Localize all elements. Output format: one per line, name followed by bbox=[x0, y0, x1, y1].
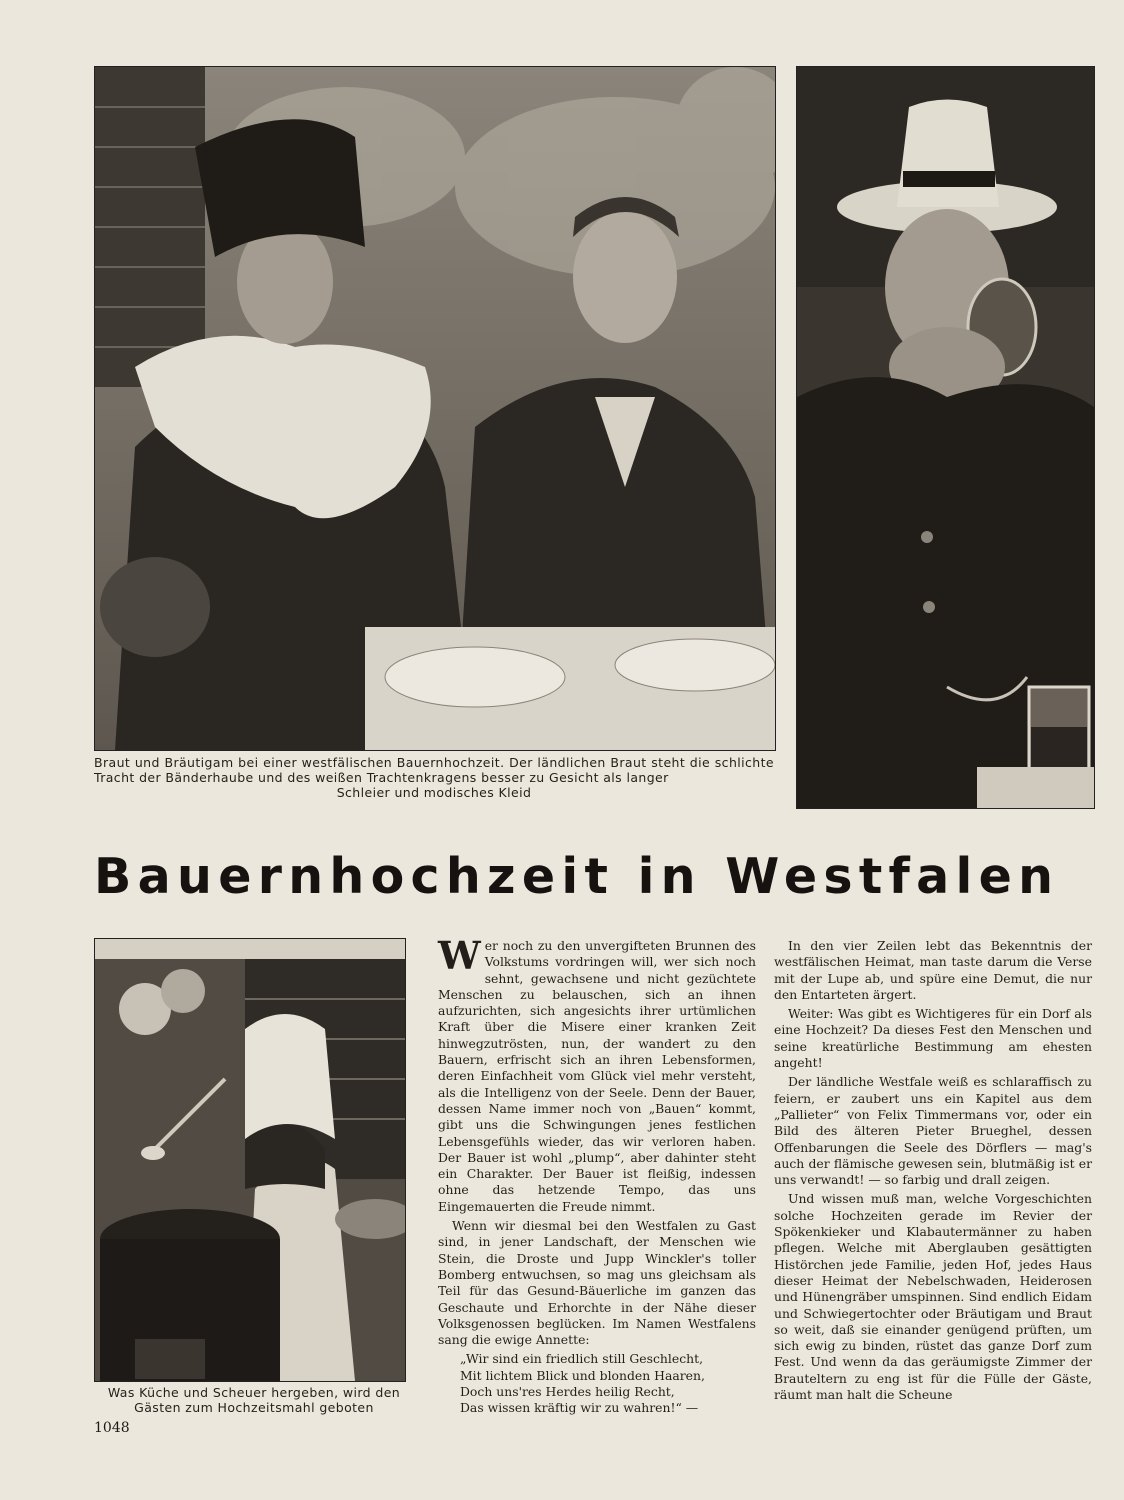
article-column-1 bbox=[438, 933, 756, 1417]
couple-caption-last-line: Schleier und modisches Kleid bbox=[336, 785, 532, 800]
article-paragraph: Der ländliche Westfale weiß es schlaraffisch zu feiern, er zaubert uns ein Kapitel aus dem „Pallieter“ von Felix Timmermans vor, oder ein Bild des älteren Pieter Brueghel, dessen Offenbarungen die Seele des Dörflers — mag's auch der flämische gewesen sein, blutmäßig ist er uns verwandt! — so farbig und drall zeigen. bbox=[774, 1074, 1092, 1188]
poem-quote bbox=[460, 1351, 756, 1416]
kitchen-photo bbox=[94, 938, 406, 1382]
man-drinking-photo bbox=[796, 66, 1095, 809]
poem-line: „Wir sind ein friedlich still Geschlecht, bbox=[460, 1351, 704, 1367]
poem-line: Mit lichtem Blick und blonden Haaren, bbox=[460, 1367, 705, 1383]
bride-groom-photo bbox=[94, 66, 776, 751]
article-column-2 bbox=[774, 938, 1092, 1406]
page-number: 1048 bbox=[94, 1420, 130, 1436]
bride-groom-photo-icon bbox=[95, 67, 775, 750]
article-paragraph: Wenn wir diesmal bei den Westfalen zu Gast sind, in jener Landschaft, der Menschen wie Stein, die Droste und Jupp Winckler's toller Bomberg entwuchsen, so mag uns gleichsam als Teil für das Gesund-Bäuerliche im ganzen das Geschaute und Erhorchte in der Nähe dieser Volksgenossen beglücken. Im Namen Westfalens sang die ewige Annette: bbox=[438, 1218, 756, 1348]
headline: Bauernhochzeit in Westfalen bbox=[94, 848, 1060, 905]
poem-line: Das wissen kräftig wir zu wahren!“ — bbox=[460, 1400, 699, 1416]
drop-cap: W bbox=[438, 933, 481, 978]
man-drinking-photo-icon bbox=[797, 67, 1094, 808]
couple-caption-text: Braut und Bräutigam bei einer westfälischen Bauernhochzeit. Der ländlichen Braut steht die schlichte Tracht der Bänderhaube und des weißen Trachtenkragens besser zu Gesicht als langer bbox=[94, 755, 774, 785]
article-paragraph bbox=[438, 933, 756, 1215]
article-paragraph: Weiter: Was gibt es Wichtigeres für ein Dorf als eine Hochzeit? Da dieses Fest den Menschen und seine kreatürliche Bestimmung am ehesten angeht! bbox=[774, 1006, 1092, 1071]
kitchen-photo-caption: Was Küche und Scheuer hergeben, wird den Gästen zum Hochzeitsmahl geboten bbox=[107, 1385, 401, 1415]
paragraph-text: er noch zu den unvergifteten Brunnen des Volkstums vordringen will, wer sich noch sehnt, gewachsene und nicht gezüchtete Menschen zu belauschen, sich an ihnen aufzurichten, sich angesichts ihrer urtümlichen Kraft über die Misere einer kranken Zeit hinwegzutrösten, nun, der wandert zu den Bauern, erfrischt sich an ihren Lebensformen, deren Einfachheit vom Glück viel mehr versteht, als die Intelligenz von der Seele. Denn der Bauer, dessen Name immer noch von „Bauen“ kommt, gibt uns die Schwingungen jenes festlichen Lebensgefühls wieder, das wir verloren haben. Der Bauer ist wohl „plump“, aber dahinter steht ein Charakter. Der Bauer ist fleißig, indessen ohne das hetzende Tempo, das uns Eingemauerten die Freude nimmt. bbox=[438, 938, 756, 1214]
couple-photo-caption bbox=[94, 755, 774, 800]
article-paragraph: Und wissen muß man, welche Vorgeschichten solche Hochzeiten gerade im Revier der Spökenkieker und Klabautermänner zu haben pflegen. Welche mit Aberglauben gesättigten Histörchen jede Familie, jeden Hof, jedes Haus dieser Heimat der Nebelschwaden, Heiderosen und Hünengräber umspinnen. Sind endlich Eidam und Schwiegertochter oder Bräutigam und Braut so weit, daß sie einander genügend prüften, um sich ewig zu binden, rüstet das ganze Dorf zum Fest. Und wenn da das geräumigste Zimmer der Brauteltern zu eng ist für die Fülle der Gäste, räumt man halt die Scheune bbox=[774, 1191, 1092, 1403]
kitchen-photo-icon bbox=[95, 939, 405, 1381]
poem-line: Doch uns'res Herdes heilig Recht, bbox=[460, 1384, 675, 1400]
article-paragraph: In den vier Zeilen lebt das Bekenntnis der westfälischen Heimat, man taste darum die Verse mit der Lupe ab, und spüre eine Demut, die nur den Entarteten ärgert. bbox=[774, 938, 1092, 1002]
